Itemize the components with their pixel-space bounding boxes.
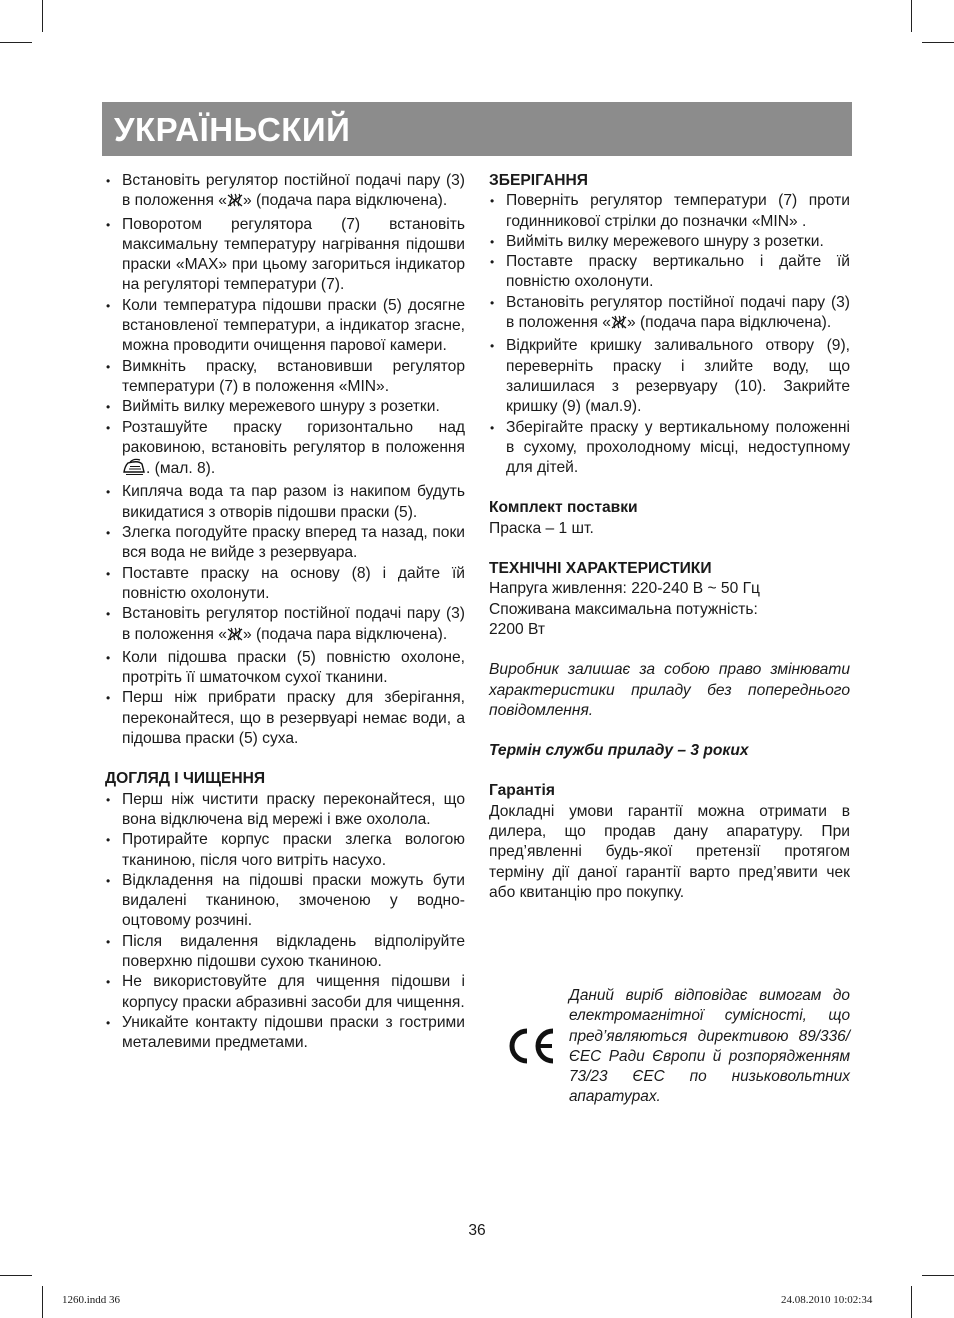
list-item-text: » (подача пара відключена). <box>242 192 448 210</box>
section-header-bar <box>102 102 852 156</box>
care-section-title: ДОГЛЯД І ЧИЩЕННЯ <box>105 770 266 788</box>
list-item <box>105 397 465 417</box>
list-item-text: Кипляча вода та пар разом із накипом будуть викидатися з отворів підошви праски (5). <box>122 483 465 521</box>
list-item-text: Уникайте контакту підошви праски з гострими металевими предметами. <box>122 1013 465 1052</box>
list-item-text: Встановіть регулятор постійної подачі пару (3) в положення « <box>506 293 850 332</box>
ce-mark-icon <box>505 1027 557 1065</box>
list-item-text: Коли температура підошви праски (5) досягне встановленої температури, а індикатор згасне, можна проводити очищення парової камери. <box>122 296 465 355</box>
list-item-text: Протирайте корпус праски злегка вологою тканиною, після чого витріть насухо. <box>122 831 465 869</box>
list-item <box>105 648 465 689</box>
list-item <box>105 604 465 648</box>
tech-line: Напруга живлення: 220-240 В ~ 50 Гц <box>489 580 760 598</box>
list-item-text: Вийміть вилку мережевого шнуру з розетки. <box>506 232 824 250</box>
tech-line: Споживана максимальна потужність: <box>489 600 758 618</box>
list-item-text: Поворотом регулятора (7) встановіть максимальну температуру нагрівання підошви праски «MAX» при цьому загориться індикатор на регуляторі температури (7). <box>122 215 465 294</box>
list-item <box>105 523 465 564</box>
maker-note: Виробник залишає за собою право змінювати характеристики приладу без попереднього повідомлення. <box>489 661 850 719</box>
list-item-text: Відкрийте кришку заливального отвору (9), переверніть праску і злийте воду, що залишилася з резервуару (10). Закрийте кришку (9) (мал.9). <box>506 337 850 416</box>
list-item-text: Зберігайте праску у вертикальному положенні в сухому, прохолодному місці, недоступному для дітей. <box>506 418 850 477</box>
storage-list <box>489 191 850 478</box>
kit-section-title: Комплект поставки <box>489 499 638 517</box>
list-item-text: Перш ніж чистити праску переконайтеся, що вона відключена від мережі і вже охолола. <box>122 790 465 828</box>
list-item-text: Встановіть регулятор постійної подачі пару (3) в положення « <box>122 605 465 643</box>
list-item <box>489 232 850 252</box>
list-item-text: » (подача пара відключена). <box>242 625 448 643</box>
list-item <box>105 418 465 483</box>
list-item <box>105 790 465 831</box>
list-item-text: Поставте праску на основу (8) і дайте їй повністю охолонути. <box>122 564 465 602</box>
list-item-text: . (мал. 8). <box>146 460 216 478</box>
list-item-text: Перш ніж прибрати праску для зберігання, переконайтеся, що в резервуарі немає води, а підошва праски (5) суха. <box>122 689 465 748</box>
list-item <box>489 252 850 293</box>
list-item <box>105 296 465 357</box>
list-item <box>105 1013 465 1054</box>
list-item-text: Поставте праску вертикально і дайте їй повністю охолонути. <box>506 253 850 291</box>
file-slug: 1260.indd 36 <box>62 1294 121 1306</box>
lifetime-note: Термін служби приладу – 3 роких <box>489 742 749 760</box>
crop-mark <box>42 0 43 32</box>
warranty-section-title: Гарантія <box>489 782 555 800</box>
list-item-text: Розташуйте праску горизонтально над раковиною, встановіть регулятор в положення <box>122 418 465 456</box>
list-item <box>105 215 465 296</box>
right-column <box>489 171 850 903</box>
crop-mark <box>911 0 912 32</box>
list-item <box>489 418 850 479</box>
crop-mark <box>922 42 954 43</box>
left-column <box>105 171 465 1053</box>
tech-section-title: ТЕХНІЧНІ ХАРАКТЕРИСТИКИ <box>489 560 712 578</box>
list-item <box>105 830 465 871</box>
page-title: УКРАЇНЬСКИЙ <box>114 111 351 148</box>
steam-off-icon <box>611 315 627 336</box>
list-item <box>105 688 465 749</box>
kit-text: Праска – 1 шт. <box>489 519 594 537</box>
list-item-text: » (подача пара відключена). <box>626 314 832 332</box>
crop-mark <box>922 1275 954 1276</box>
care-list <box>105 790 465 1054</box>
ce-text: Даний виріб відповідає вимогам до електромагнітної сумісності, що пред’являються директивою 89/336/ЄЕС Ради Європи й розпорядженням 73/23 ЄЕС по низьковольтних апаратурах. <box>569 987 850 1106</box>
steam-off-icon <box>227 627 243 648</box>
list-item-text: Вийміть вилку мережевого шнуру з розетки. <box>122 398 440 416</box>
crop-mark <box>42 1286 43 1318</box>
list-item-text: Не використовуйте для чищення підошви і корпусу праски абразивні засоби для чищення. <box>122 973 465 1011</box>
list-item-text: Відкладення на підошві праски можуть бути видалені тканиною, змоченою у водно-оцтовому розчині. <box>122 871 465 930</box>
list-item <box>105 482 465 523</box>
warranty-text: Докладні умови гарантії можна отримати в дилера, що продав дану апаратуру. При пред’явленні будь-якої претензії протягом терміну дії даної гарантії варто пред’явити чек або квитанцію про покупку. <box>489 802 850 901</box>
list-item-text: Злегка погодуйте праску вперед та назад, поки вся вода не вийде з резервуара. <box>122 524 465 562</box>
self-clean-icon <box>122 458 146 482</box>
list-item <box>105 171 465 215</box>
steam-off-icon <box>227 193 243 214</box>
list-item-text: Вимкніть праску, встановивши регулятор температури (7) в положення «MIN». <box>122 357 465 395</box>
list-item-text: Після видалення відкладень відполіруйте поверхню підошви сухою тканиною. <box>122 932 465 970</box>
crop-mark <box>0 42 32 43</box>
list-item <box>489 293 850 337</box>
crop-mark <box>0 1275 32 1276</box>
list-item <box>489 191 850 232</box>
list-item <box>105 972 465 1013</box>
list-item <box>105 564 465 605</box>
storage-section-title: ЗБЕРІГАННЯ <box>489 172 588 189</box>
list-item <box>105 357 465 398</box>
list-item <box>489 336 850 417</box>
list-item-text: Коли підошва праски (5) повністю охолоне, протріть її шматочком сухої тканини. <box>122 648 465 687</box>
list-item-text: Поверніть регулятор температури (7) проти годинникової стрілки до позначки «MIN» . <box>506 192 850 230</box>
cleaning-steps-list <box>105 171 465 749</box>
list-item <box>105 932 465 973</box>
timestamp-slug: 24.08.2010 10:02:34 <box>781 1294 873 1306</box>
tech-line: 2200 Вт <box>489 620 546 638</box>
list-item-text: Встановіть регулятор постійної подачі пару (3) в положення « <box>122 172 465 210</box>
page-number: 36 <box>468 1222 486 1239</box>
list-item <box>105 871 465 932</box>
crop-mark <box>911 1286 912 1318</box>
